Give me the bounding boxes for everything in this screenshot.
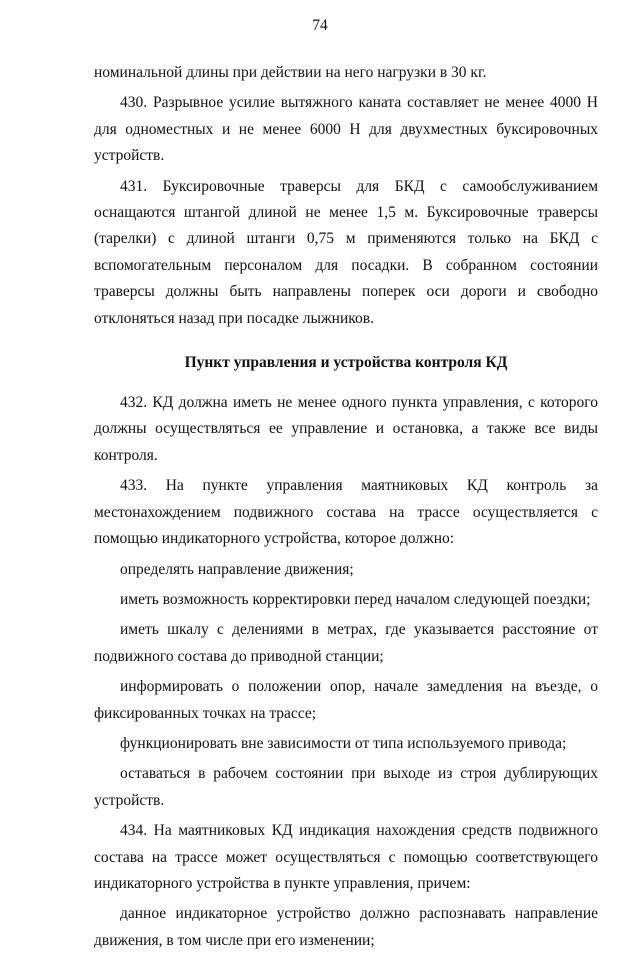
list-item: оставаться в рабочем состоянии при выходе из строя дублирующих устройств. [94, 765, 598, 809]
list-item: информировать о положении опор, начале замедления на въезде, о фиксированных точках на трассе; [94, 678, 598, 722]
paragraph-430: 430. Разрывное усилие вытяжного каната составляет не менее 4000 Н для одноместных и не менее 6000 Н для двухместных буксировочных устройств. [94, 94, 598, 165]
list-item: иметь шкалу с делениями в метрах, где указывается расстояние от подвижного состава до приводной станции; [94, 621, 598, 665]
paragraph-432: 432. КД должна иметь не менее одного пункта управления, с которого должны осуществляться ее управление и остановка, а также все виды контроля. [94, 394, 598, 464]
paragraph-continuation: номинальной длины при действии на него нагрузки в 30 кг. [94, 64, 487, 81]
page-number: 74 [312, 17, 328, 34]
section-heading: Пункт управления и устройства контроля КД [184, 354, 508, 372]
list-item: иметь возможность корректировки перед началом следующей поездки; [120, 590, 591, 608]
paragraph-433: 433. На пункте управления маятниковых КД контроль за местонахождением подвижного состава на трассе осуществляется с помощью индикаторного устройства, которое должно: [94, 477, 598, 548]
list-item: определять направление движения; [120, 560, 354, 578]
paragraph-431: 431. Буксировочные траверсы для БКД с самообслуживанием оснащаются штангой длиной не менее 1,5 м. Буксировочные траверсы (тарелки) с длиной штанги 0,75 м применяются только на БКД с вспомогательным персоналом для посадки. В собранном состоянии траверсы должны быть направлены поперек оси дороги и свободно отклоняться назад при посадке лыжников. [94, 177, 598, 327]
paragraph-434: 434. На маятниковых КД индикация нахождения средств подвижного состава на трассе может осуществляться с помощью соответствующего индикаторного устройства в пункте управления, причем: [94, 822, 598, 892]
list-item: данное индикаторное устройство должно распознавать направление движения, в том числе при его изменении; [94, 905, 598, 949]
document-body [94, 60, 598, 954]
list-item: функционировать вне зависимости от типа используемого привода; [120, 734, 567, 752]
